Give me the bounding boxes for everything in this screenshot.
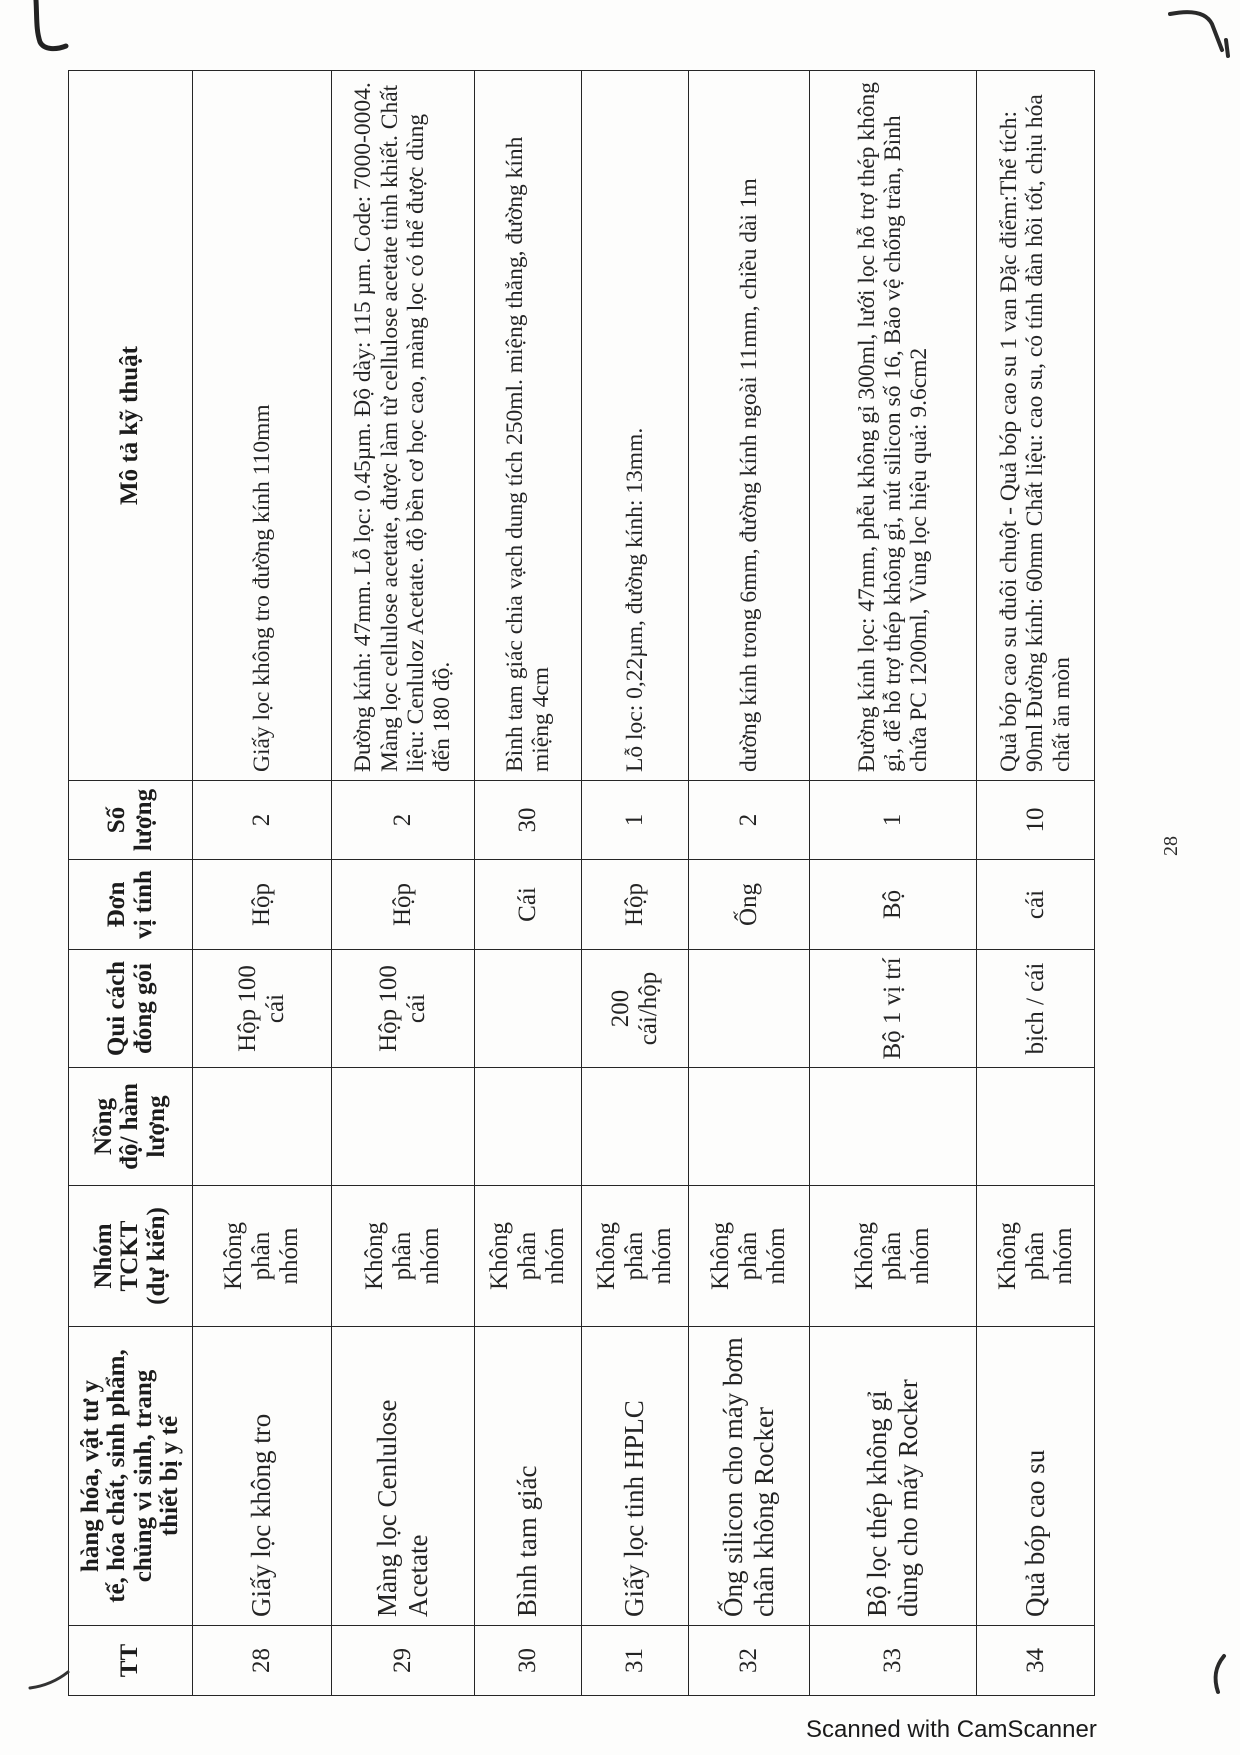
description-cell: Bình tam giác chia vạch dung tích 250ml. miệng thẳng, đường kính miệng 4cm xyxy=(475,71,582,781)
stt-cell: 29 xyxy=(332,1626,475,1696)
group-cell: Không phân nhóm xyxy=(475,1186,582,1327)
concentration-cell xyxy=(332,1068,475,1186)
quantity-cell: 2 xyxy=(689,781,810,860)
description-cell: Quả bóp cao su đuôi chuột - Quả bóp cao su 1 van Đặc điểm:Thể tích: 90ml Đường kính: 60mm Chất liệu: cao su, có tính đàn hồi tốt, chịu hóa chất ăn mòn xyxy=(977,71,1095,781)
group-cell: Không phân nhóm xyxy=(193,1186,332,1327)
item-name-cell: Ống silicon cho máy bơm chân không Rocker xyxy=(689,1327,810,1626)
unit-cell: Hộp xyxy=(582,860,689,950)
stt-cell: 32 xyxy=(689,1626,810,1696)
item-name-cell: Giấy lọc không tro xyxy=(193,1327,332,1626)
unit-cell: Hộp xyxy=(193,860,332,950)
header-description: Mô tả kỹ thuật xyxy=(69,71,193,781)
packaging-cell: Hộp 100 cái xyxy=(332,950,475,1068)
quantity-cell: 2 xyxy=(332,781,475,860)
description-cell: dường kính trong 6mm, đường kính ngoài 11mm, chiều dài 1m xyxy=(689,71,810,781)
stt-cell: 33 xyxy=(810,1626,977,1696)
group-cell: Không phân nhóm xyxy=(582,1186,689,1327)
quantity-cell: 1 xyxy=(582,781,689,860)
page-number: 28 xyxy=(1160,836,1182,856)
description-cell: Giấy lọc không tro đường kính 110mm xyxy=(193,71,332,781)
stt-cell: 34 xyxy=(977,1626,1095,1696)
concentration-cell xyxy=(475,1068,582,1186)
item-name-cell: Giấy lọc tinh HPLC xyxy=(582,1327,689,1626)
table-header-row xyxy=(69,71,193,1696)
unit-cell: Hộp xyxy=(332,860,475,950)
packaging-cell xyxy=(689,950,810,1068)
rotated-document xyxy=(68,71,1198,1696)
concentration-cell xyxy=(977,1068,1095,1186)
description-cell: Đường kính lọc: 47mm, phễu không gỉ 300ml, lưới lọc hỗ trợ thép không gỉ, để hỗ trợ thép không gỉ, nút silicon số 16, Bảo vệ chống tràn, Bình chứa PC 1200ml, Vùng lọc hiệu quả: 9.6cm2 xyxy=(810,71,977,781)
camscanner-watermark: Scanned with CamScanner xyxy=(806,1716,1097,1743)
table-row xyxy=(475,71,582,1696)
item-name-cell: Bình tam giác xyxy=(475,1327,582,1626)
header-stt: TT xyxy=(69,1626,193,1696)
item-name-cell: Bộ lọc thép không gỉ dùng cho máy Rocker xyxy=(810,1327,977,1626)
group-cell: Không phân nhóm xyxy=(810,1186,977,1327)
unit-cell: Bộ xyxy=(810,860,977,950)
stt-cell: 31 xyxy=(582,1626,689,1696)
table-row xyxy=(582,71,689,1696)
concentration-cell xyxy=(689,1068,810,1186)
unit-cell: Cái xyxy=(475,860,582,950)
unit-cell: cái xyxy=(977,860,1095,950)
packaging-cell: Hộp 100 cái xyxy=(193,950,332,1068)
table-row xyxy=(977,71,1095,1696)
header-quantity: Số lượng xyxy=(69,781,193,860)
description-cell: Lỗ lọc: 0,22µm, đường kính: 13mm. xyxy=(582,71,689,781)
quantity-cell: 2 xyxy=(193,781,332,860)
quantity-cell: 30 xyxy=(475,781,582,860)
unit-cell: Ống xyxy=(689,860,810,950)
packaging-cell: Bộ 1 vị trí xyxy=(810,950,977,1068)
table-row xyxy=(332,71,475,1696)
header-item-name: hàng hóa, vật tư y tế, hóa chất, sinh phẩm, chủng vi sinh, trang thiết bị y tế xyxy=(69,1327,193,1626)
header-concentration: Nồng độ/ hàm lượng xyxy=(69,1068,193,1186)
group-cell: Không phân nhóm xyxy=(977,1186,1095,1327)
header-unit: Đơn vị tính xyxy=(69,860,193,950)
concentration-cell xyxy=(193,1068,332,1186)
description-cell: Đường kính: 47mm. Lỗ lọc: 0.45µm. Độ dày: 115 µm. Code: 7000-0004. Màng lọc cellulose acetate, được làm từ cellulose acetate tinh khiết. Chất liệu: Cenluloz Acetate. độ bền cơ học cao, màng lọc có thể được dùng đến 180 độ. xyxy=(332,71,475,781)
quantity-cell: 1 xyxy=(810,781,977,860)
stt-cell: 28 xyxy=(193,1626,332,1696)
table-row xyxy=(193,71,332,1696)
stt-cell: 30 xyxy=(475,1626,582,1696)
quantity-cell: 10 xyxy=(977,781,1095,860)
item-name-cell: Màng lọc Cenlulose Acetate xyxy=(332,1327,475,1626)
packaging-cell xyxy=(475,950,582,1068)
packaging-cell: bịch / cái xyxy=(977,950,1095,1068)
header-group: Nhóm TCKT (dự kiến) xyxy=(69,1186,193,1327)
packaging-cell: 200 cái/hộp xyxy=(582,950,689,1068)
item-name-cell: Quả bóp cao su xyxy=(977,1327,1095,1626)
group-cell: Không phân nhóm xyxy=(689,1186,810,1327)
table-row xyxy=(689,71,810,1696)
concentration-cell xyxy=(810,1068,977,1186)
table-row xyxy=(810,71,977,1696)
header-packaging: Qui cách đóng gói xyxy=(69,950,193,1068)
group-cell: Không phân nhóm xyxy=(332,1186,475,1327)
supply-spec-table xyxy=(68,70,1095,1696)
concentration-cell xyxy=(582,1068,689,1186)
